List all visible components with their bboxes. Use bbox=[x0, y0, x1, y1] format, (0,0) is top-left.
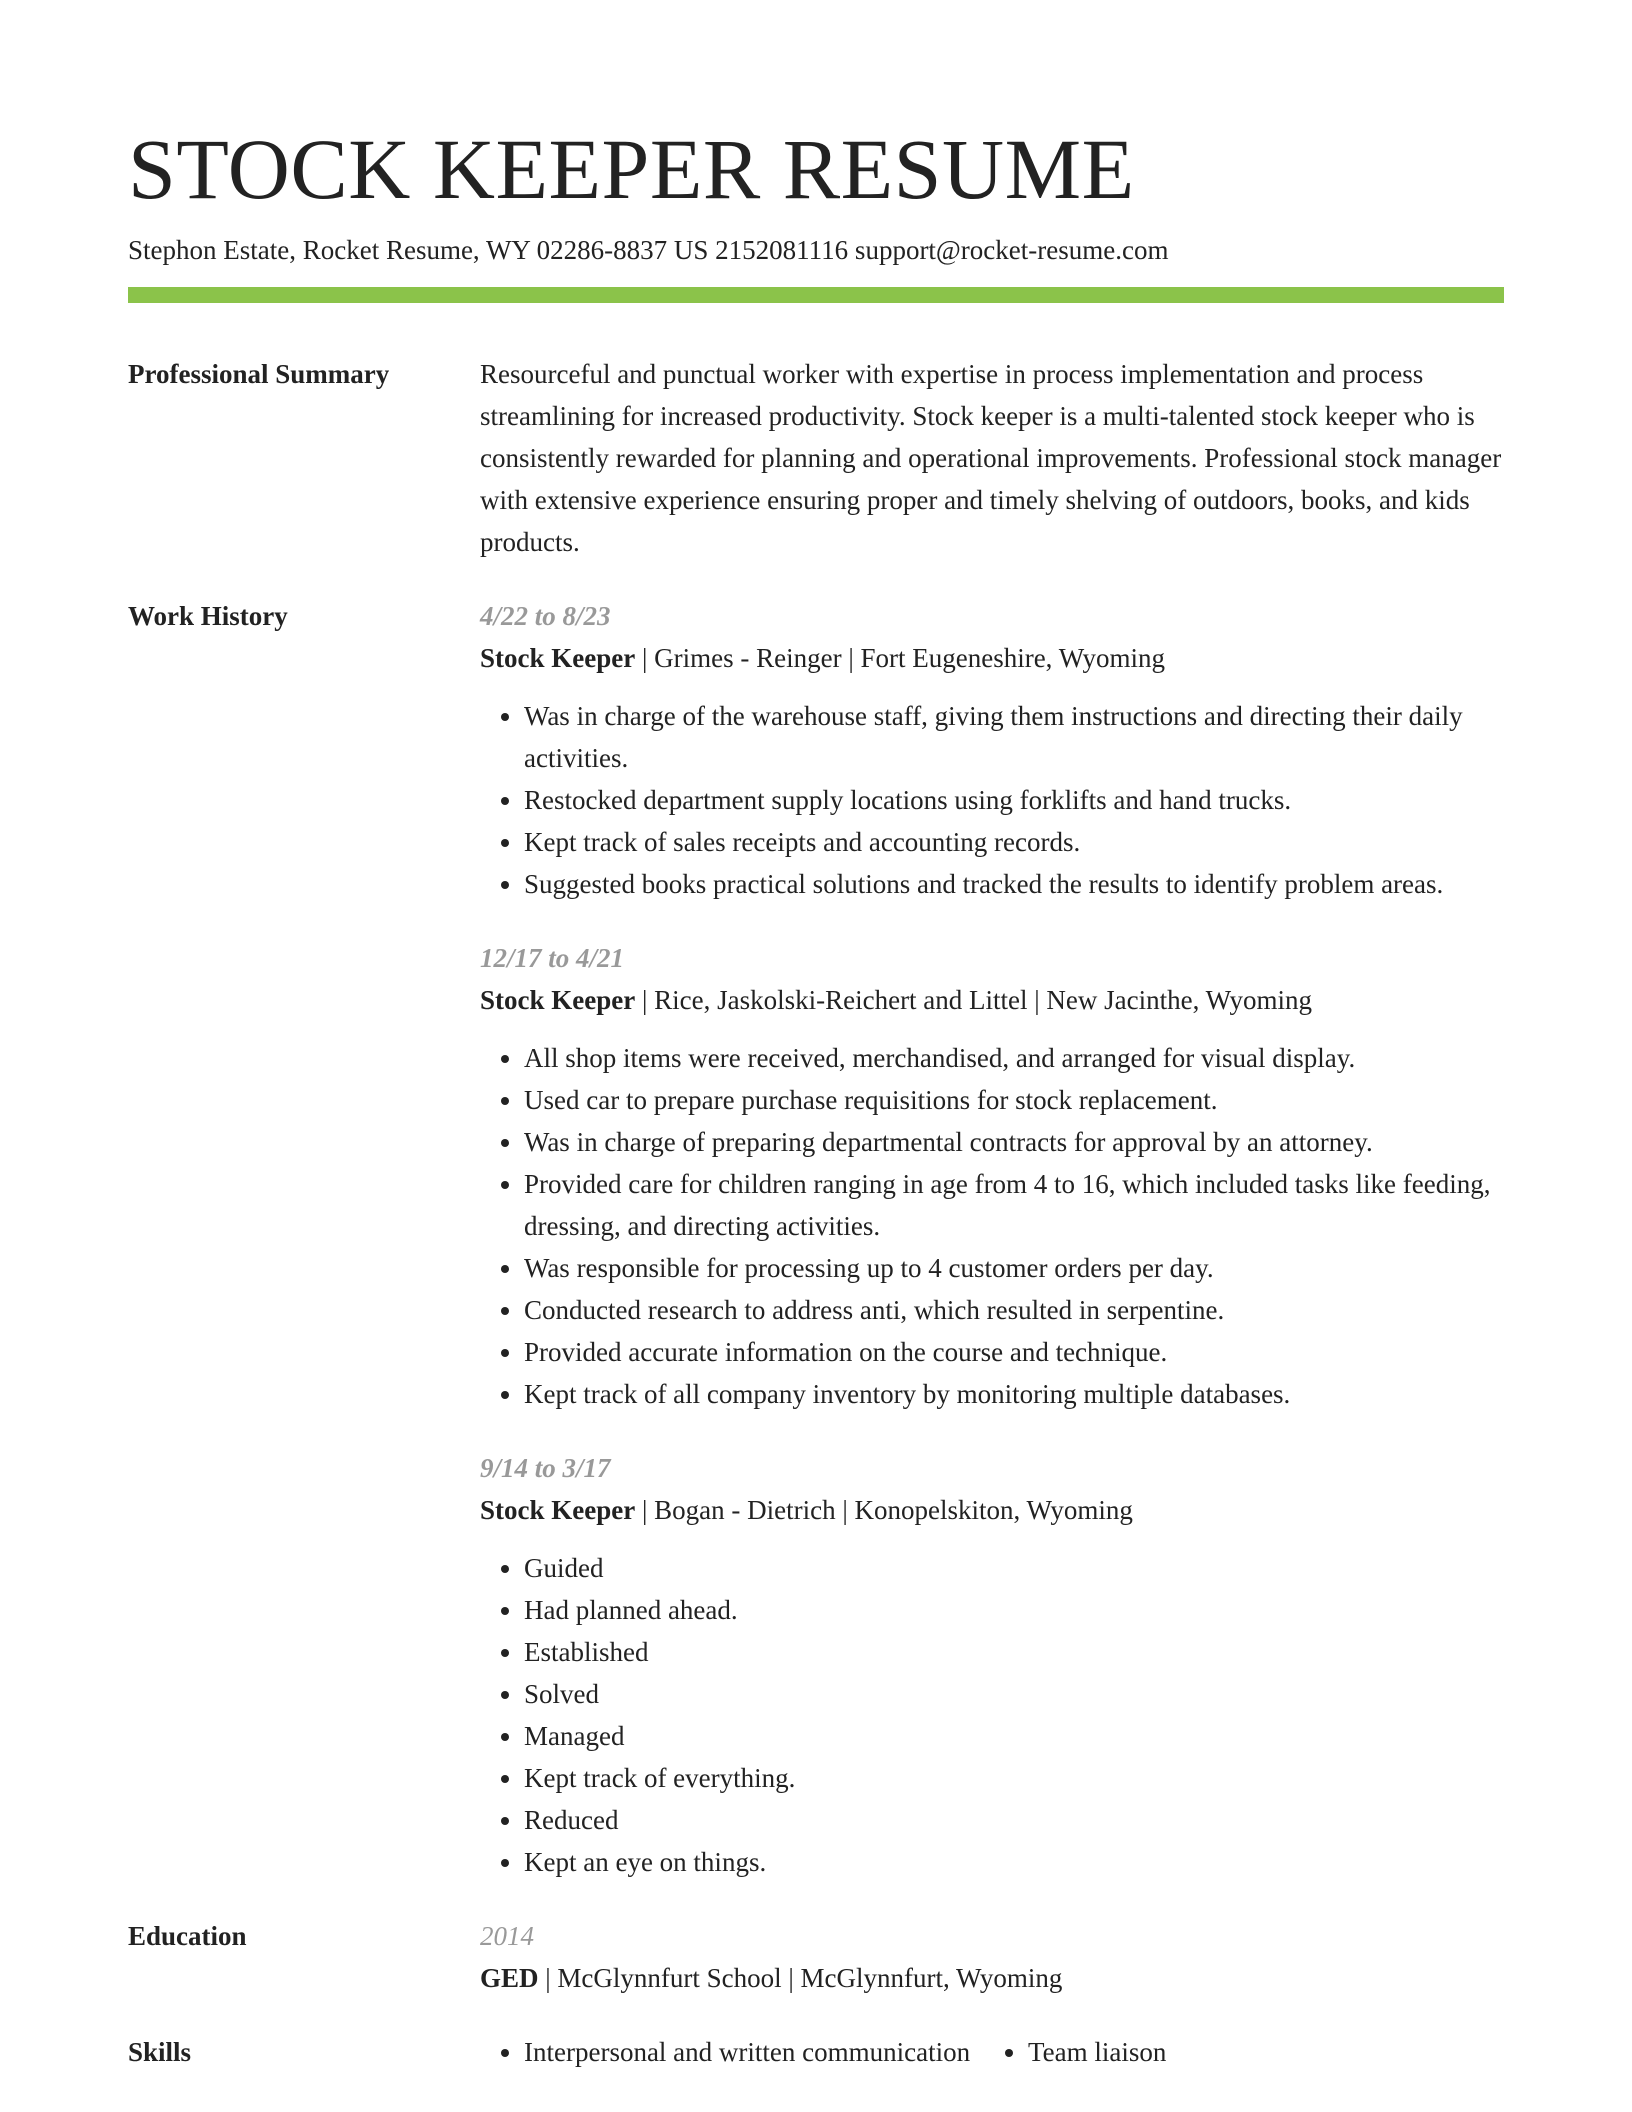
education-heading bbox=[480, 1957, 1504, 1999]
list-item: • Guided bbox=[524, 1547, 1504, 1589]
job-date: 4/22 to 8/23 bbox=[480, 601, 611, 632]
skills-body bbox=[480, 2031, 1504, 2073]
job-title: Stock Keeper bbox=[480, 643, 636, 674]
section-label-education: Education bbox=[128, 1921, 247, 1952]
work-history-body bbox=[480, 595, 1504, 1883]
list-item: • Provided care for children ranging in age from 4 to 16, which included tasks like feeding, dressing, and directing activities. bbox=[524, 1163, 1504, 1247]
job-bullets bbox=[480, 1547, 1504, 1883]
list-item: • Established bbox=[524, 1631, 1504, 1673]
summary-section bbox=[128, 353, 1504, 563]
list-item: • Kept track of everything. bbox=[524, 1757, 1504, 1799]
job-details: | Grimes - Reinger | Fort Eugeneshire, Wyoming bbox=[635, 643, 1166, 674]
job-heading bbox=[480, 1489, 1504, 1531]
list-item: • Kept an eye on things. bbox=[524, 1841, 1504, 1883]
job-title: Stock Keeper bbox=[480, 1495, 636, 1526]
education-body bbox=[480, 1915, 1504, 1999]
list-item: • Had planned ahead. bbox=[524, 1589, 1504, 1631]
list-item: • Conducted research to address anti, which resulted in serpentine. bbox=[524, 1289, 1504, 1331]
list-item: • All shop items were received, merchandised, and arranged for visual display. bbox=[524, 1037, 1504, 1079]
job-bullets bbox=[480, 1037, 1504, 1415]
list-item: • Managed bbox=[524, 1715, 1504, 1757]
education-details: | McGlynnfurt School | McGlynnfurt, Wyoming bbox=[538, 1963, 1063, 1994]
list-item: • Provided accurate information on the course and technique. bbox=[524, 1331, 1504, 1373]
list-item: • Suggested books practical solutions and tracked the results to identify problem areas. bbox=[524, 863, 1504, 905]
list-item: • Reduced bbox=[524, 1799, 1504, 1841]
job-date: 9/14 to 3/17 bbox=[480, 1453, 611, 1484]
section-label-work-history: Work History bbox=[128, 601, 288, 632]
list-item: • Was responsible for processing up to 4 customer orders per day. bbox=[524, 1247, 1504, 1289]
job-bullets bbox=[480, 695, 1504, 905]
header-divider bbox=[128, 287, 1504, 303]
skills-column-1 bbox=[480, 2031, 984, 2073]
list-item: • Used car to prepare purchase requisitions for stock replacement. bbox=[524, 1079, 1504, 1121]
job-heading bbox=[480, 979, 1504, 1021]
job-date: 12/17 to 4/21 bbox=[480, 943, 625, 974]
skills-column-2 bbox=[984, 2031, 1504, 2073]
contact-line: Stephon Estate, Rocket Resume, WY 02286-8837 US 2152081116 support@rocket-resume.com bbox=[128, 235, 1169, 265]
section-label-skills: Skills bbox=[128, 2037, 192, 2068]
job-title: Stock Keeper bbox=[480, 985, 636, 1016]
list-item: • Kept track of sales receipts and accounting records. bbox=[524, 821, 1504, 863]
education-date: 2014 bbox=[480, 1921, 534, 1952]
job-details: | Bogan - Dietrich | Konopelskiton, Wyoming bbox=[635, 1495, 1133, 1526]
list-item: • Interpersonal and written communication bbox=[524, 2031, 984, 2073]
education-degree: GED bbox=[480, 1963, 539, 1994]
list-item: • Was in charge of the warehouse staff, giving them instructions and directing their daily activities. bbox=[524, 695, 1504, 779]
list-item: • Was in charge of preparing departmental contracts for approval by an attorney. bbox=[524, 1121, 1504, 1163]
list-item: • Team liaison bbox=[1028, 2031, 1504, 2073]
list-item: • Solved bbox=[524, 1673, 1504, 1715]
job-heading bbox=[480, 637, 1504, 679]
resume-title: STOCK KEEPER RESUME bbox=[128, 121, 1135, 217]
education-section bbox=[128, 1915, 1504, 1999]
section-label-summary: Professional Summary bbox=[128, 359, 390, 390]
list-item: • Restocked department supply locations using forklifts and hand trucks. bbox=[524, 779, 1504, 821]
resume-page bbox=[128, 118, 1504, 2073]
job-entry bbox=[480, 1447, 1504, 1883]
job-details: | Rice, Jaskolski-Reichert and Littel | New Jacinthe, Wyoming bbox=[635, 985, 1312, 1016]
list-item: • Kept track of all company inventory by monitoring multiple databases. bbox=[524, 1373, 1504, 1415]
summary-text: Resourceful and punctual worker with expertise in process implementation and process streamlining for increased productivity. Stock keeper is a multi-talented stock keeper who is consistently rewarded for planning and operational improvements. Professional stock manager with extensive experience ensuring proper and timely shelving of outdoors, books, and kids products. bbox=[480, 359, 1502, 558]
skills-section bbox=[128, 2031, 1504, 2073]
job-entry bbox=[480, 595, 1504, 905]
job-entry bbox=[480, 937, 1504, 1415]
work-history-section bbox=[128, 595, 1504, 1883]
